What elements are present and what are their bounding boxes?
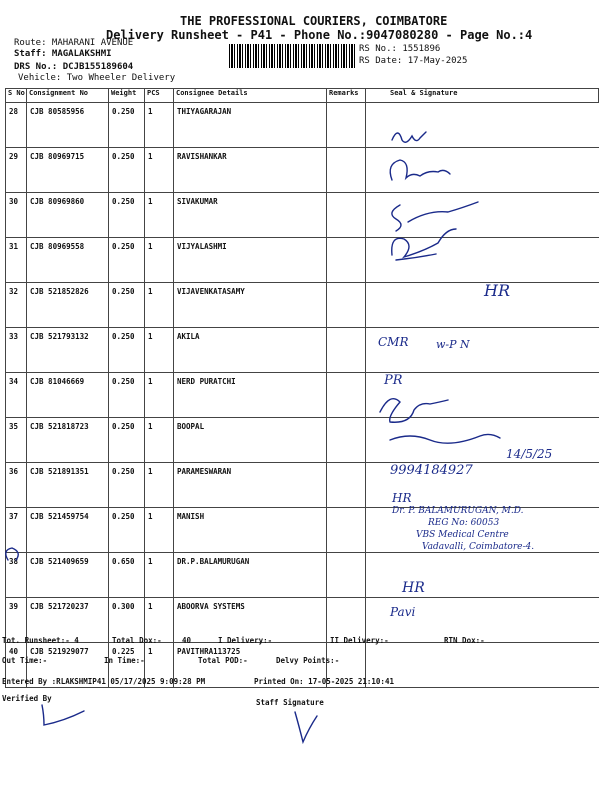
- col-consignment: Consignment No: [27, 89, 109, 103]
- stamp-line-4: Vadavalli, Coimbatore-4.: [422, 542, 535, 552]
- row-signature: [366, 553, 599, 598]
- row-pcs: 1: [145, 328, 174, 373]
- table-row: [6, 148, 599, 193]
- row-remarks: [327, 103, 366, 148]
- rs-date: RS Date: 17-May-2025: [359, 56, 468, 66]
- row-sno: 34: [6, 373, 27, 418]
- table-row: [6, 598, 599, 643]
- row-signature: [366, 328, 599, 373]
- row-signature: [366, 643, 599, 688]
- row-sno: 38: [6, 553, 27, 598]
- col-remarks: Remarks: [327, 89, 366, 103]
- row-pcs: 1: [145, 283, 174, 328]
- row-consignment: CJB 521459754: [27, 508, 109, 553]
- row-consignee: PAVITHRA113725: [174, 643, 327, 688]
- table-header-row: [6, 89, 599, 103]
- runsheet-title: Delivery Runsheet - P41 - Phone No.:9047080280 - Page No.:4: [106, 28, 533, 42]
- row-consignment: CJB 521852826: [27, 283, 109, 328]
- col-signature: Seal & Signature: [366, 89, 599, 103]
- table-row: [6, 418, 599, 463]
- verified-by: Verified By: [2, 694, 52, 703]
- in-time: In Time:-: [104, 656, 145, 665]
- row-weight: 0.250: [109, 328, 145, 373]
- row-pcs: 1: [145, 553, 174, 598]
- table-row: [6, 283, 599, 328]
- row-consignment: CJB 521720237: [27, 598, 109, 643]
- hw-wpn: w-P N: [436, 338, 470, 351]
- row-consignee: THIYAGARAJAN: [174, 103, 327, 148]
- row-weight: 0.250: [109, 463, 145, 508]
- row-sno: 31: [6, 238, 27, 283]
- row-weight: 0.250: [109, 418, 145, 463]
- row-signature: [366, 193, 599, 238]
- delvy-points: Delvy Points:-: [276, 656, 340, 665]
- rtn-dox: RTN Dox:-: [444, 636, 485, 645]
- row-remarks: [327, 238, 366, 283]
- stamp-line-3: VBS Medical Centre: [416, 530, 509, 540]
- table-row: [6, 328, 599, 373]
- row-weight: 0.250: [109, 283, 145, 328]
- row-remarks: [327, 418, 366, 463]
- row-remarks: [327, 373, 366, 418]
- row-sno: 40: [6, 643, 27, 688]
- row-signature: [366, 373, 599, 418]
- row-consignee: RAVISHANKAR: [174, 148, 327, 193]
- row-consignment: CJB 521409659: [27, 553, 109, 598]
- hw-phone-note: 9994184927: [390, 463, 473, 478]
- row-weight: 0.250: [109, 103, 145, 148]
- row-pcs: 1: [145, 193, 174, 238]
- row-signature: [366, 103, 599, 148]
- row-pcs: 1: [145, 103, 174, 148]
- drs-number: DRS No.: DCJB155189604: [14, 62, 134, 72]
- row-sno: 29: [6, 148, 27, 193]
- row-consignment: CJB 521929077: [27, 643, 109, 688]
- total-pod: Total POD:-: [198, 656, 248, 665]
- ii-delivery: II Delivery:-: [330, 636, 389, 645]
- row-consignee: AKILA: [174, 328, 327, 373]
- row-weight: 0.650: [109, 553, 145, 598]
- col-weight: Weight: [109, 89, 145, 103]
- hw-hr-1: HR: [484, 281, 510, 300]
- row-signature: [366, 418, 599, 463]
- vehicle-label: Vehicle: Two Wheeler Delivery: [18, 73, 176, 83]
- row-weight: 0.250: [109, 238, 145, 283]
- verified-signature: [42, 705, 84, 725]
- row-sno: 36: [6, 463, 27, 508]
- row-consignee: BOOPAL: [174, 418, 327, 463]
- row-sno: 32: [6, 283, 27, 328]
- row-pcs: 1: [145, 148, 174, 193]
- printed-on: Printed On: 17-05-2025 21:10:41: [254, 677, 394, 686]
- row-consignment: CJB 80969715: [27, 148, 109, 193]
- row-consignment: CJB 521793132: [27, 328, 109, 373]
- row-consignee: SIVAKUMAR: [174, 193, 327, 238]
- table-row: [6, 238, 599, 283]
- hw-date-note: 14/5/25: [506, 447, 553, 461]
- row-pcs: 1: [145, 463, 174, 508]
- i-delivery: I Delivery:-: [218, 636, 273, 645]
- row-weight: 0.225: [109, 643, 145, 688]
- out-time: Out Time:-: [2, 656, 48, 665]
- row-remarks: [327, 148, 366, 193]
- row-weight: 0.300: [109, 598, 145, 643]
- row-sno: 35: [6, 418, 27, 463]
- row-remarks: [327, 508, 366, 553]
- row-consignee: ABOORVA SYSTEMS: [174, 598, 327, 643]
- stamp-line-1: Dr. P. BALAMURUGAN, M.D.: [392, 506, 524, 516]
- table-row: [6, 193, 599, 238]
- table-row: [6, 103, 599, 148]
- row-consignee: PARAMESWARAN: [174, 463, 327, 508]
- row-weight: 0.250: [109, 148, 145, 193]
- row-consignment: CJB 521818723: [27, 418, 109, 463]
- table-row: [6, 463, 599, 508]
- row-pcs: 1: [145, 598, 174, 643]
- row-remarks: [327, 328, 366, 373]
- doctor-stamp: [392, 505, 534, 553]
- barcode: [229, 44, 355, 68]
- row-signature: [366, 283, 599, 328]
- row-consignment: CJB 521891351: [27, 463, 109, 508]
- row-sno: 28: [6, 103, 27, 148]
- col-sno: S No: [6, 89, 27, 103]
- row-weight: 0.250: [109, 508, 145, 553]
- col-pcs: PCS: [145, 89, 174, 103]
- row-sno: 30: [6, 193, 27, 238]
- row-remarks: [327, 193, 366, 238]
- row-consignment: CJB 80969860: [27, 193, 109, 238]
- stamp-line-2: REG No: 60053: [428, 518, 500, 528]
- row-consignee: VIJYALASHMI: [174, 238, 327, 283]
- table-row: [6, 373, 599, 418]
- hw-pr: PR: [384, 373, 403, 388]
- row-sno: 39: [6, 598, 27, 643]
- hw-hr-2: HR: [392, 491, 412, 505]
- runsheet-table: [5, 88, 599, 688]
- row-remarks: [327, 463, 366, 508]
- row-remarks: [327, 283, 366, 328]
- row-consignment: CJB 80585956: [27, 103, 109, 148]
- row-signature: [366, 238, 599, 283]
- row-sno: 37: [6, 508, 27, 553]
- col-consignee: Consignee Details: [174, 89, 327, 103]
- row-signature: [366, 148, 599, 193]
- row-pcs: 1: [145, 373, 174, 418]
- row-sno: 33: [6, 328, 27, 373]
- row-weight: 0.250: [109, 193, 145, 238]
- staff-signature: Staff Signature: [256, 698, 324, 707]
- hw-pavi: Pavi: [390, 605, 416, 619]
- row-consignee: DR.P.BALAMURUGAN: [174, 553, 327, 598]
- row-consignee: MANISH: [174, 508, 327, 553]
- row-pcs: 1: [145, 418, 174, 463]
- row-weight: 0.250: [109, 373, 145, 418]
- row-consignment: CJB 80969558: [27, 238, 109, 283]
- row-signature: [366, 463, 599, 508]
- table-row: [6, 553, 599, 598]
- hw-cmr: CMR: [378, 335, 409, 349]
- entered-by: Entered By :RLAKSHMIP41 05/17/2025 9:09:28 PM: [2, 677, 206, 686]
- row-consignee: NERD PURATCHI: [174, 373, 327, 418]
- row-consignment: CJB 81046669: [27, 373, 109, 418]
- route-label: Route: MAHARANI AVENUE: [14, 38, 134, 48]
- total-dox-value: 40: [182, 636, 192, 645]
- row-remarks: [327, 553, 366, 598]
- rs-number: RS No.: 1551896: [359, 44, 441, 54]
- company-name: THE PROFESSIONAL COURIERS, COIMBATORE: [180, 14, 448, 28]
- staff-label: Staff: MAGALAKSHMI: [14, 49, 112, 59]
- row-pcs: 1: [145, 643, 174, 688]
- tot-runsheet: Tot. Runsheet:- 4: [2, 636, 79, 645]
- row-pcs: 1: [145, 238, 174, 283]
- row-pcs: 1: [145, 508, 174, 553]
- hw-hr-3: HR: [402, 580, 425, 596]
- total-dox-label: Total Dox:-: [112, 636, 162, 645]
- row-consignee: VIJAVENKATASAMY: [174, 283, 327, 328]
- staff-signature-mark: [295, 712, 317, 742]
